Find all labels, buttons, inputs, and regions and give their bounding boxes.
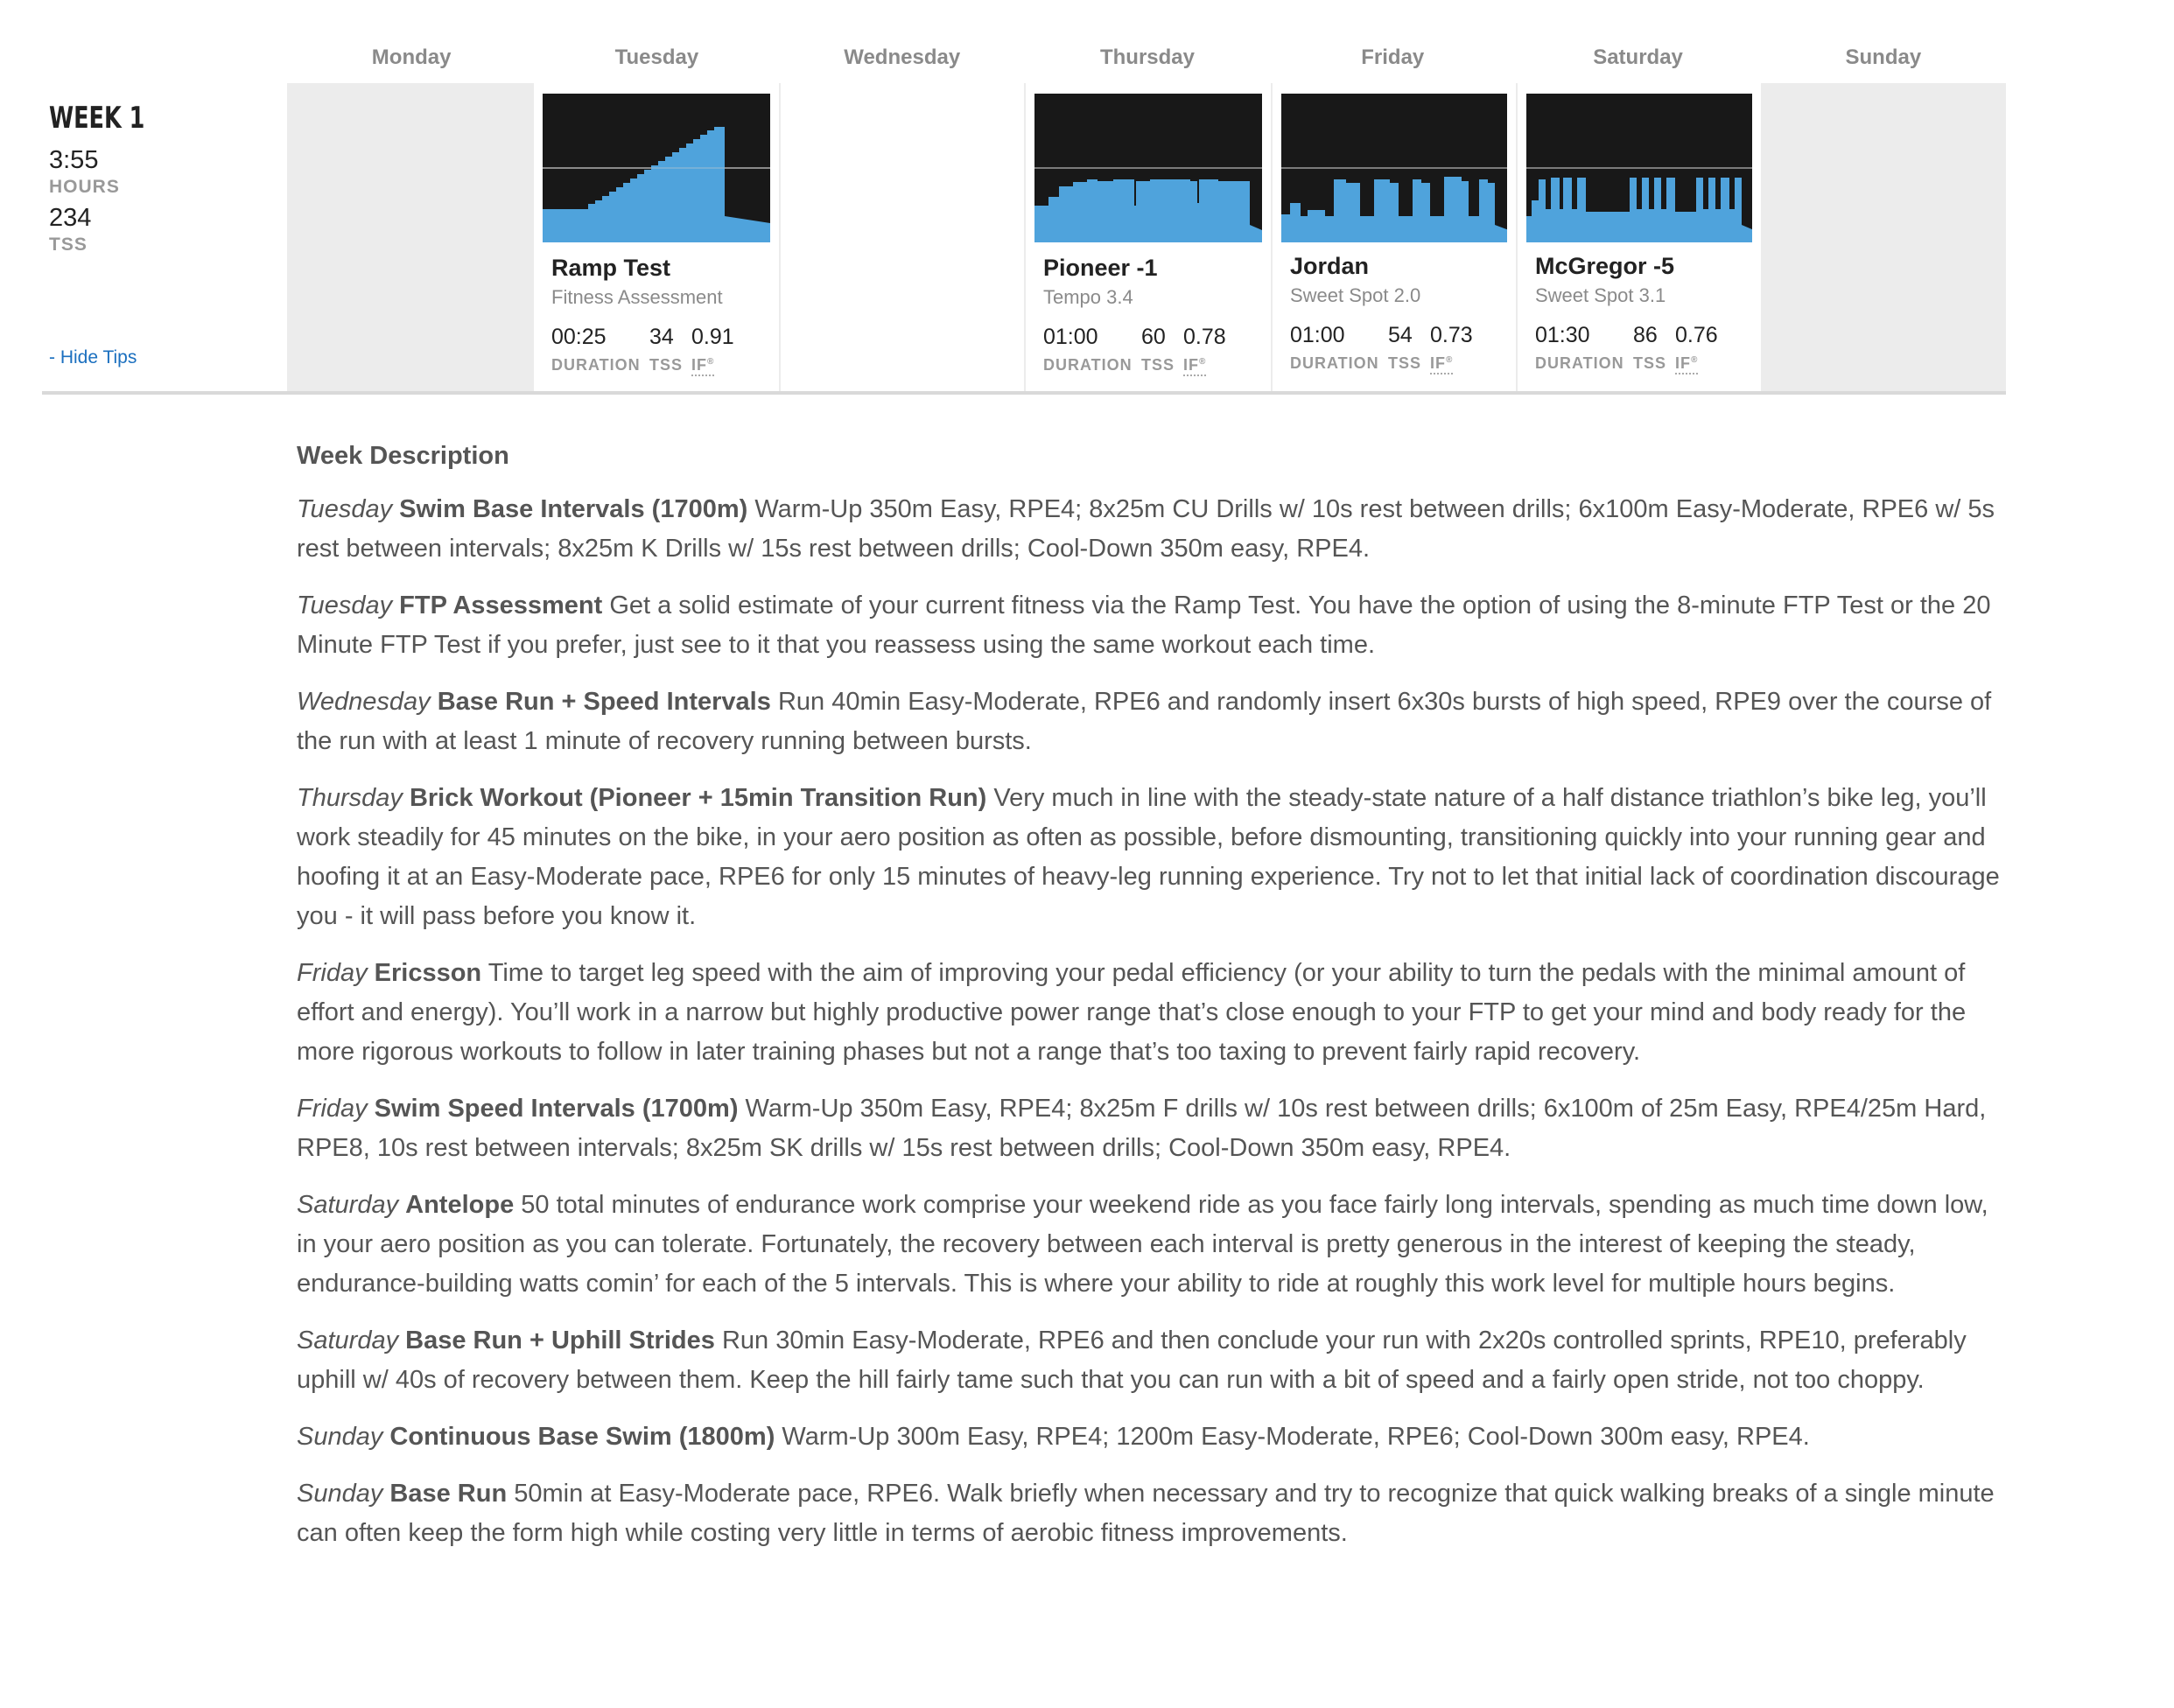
workout-card-mcgregor[interactable]	[1518, 83, 1761, 391]
entry-day: Friday	[297, 959, 368, 987]
if-label[interactable]: IF®	[1183, 356, 1206, 376]
if-value: 0.91	[691, 325, 734, 349]
entry-workout: Swim Speed Intervals (1700m)	[374, 1095, 739, 1123]
entry-text: Run 40min Easy-Moderate, RPE6 and randomly insert 6x30s bursts of high speed, RPE9 over the course of the run with at least 1 minute of recovery running between bursts.	[297, 688, 1992, 755]
workout-subtitle: Fitness Assessment	[551, 286, 723, 308]
tss-label: TSS	[649, 356, 684, 374]
description-entry	[297, 1321, 2003, 1400]
workout-profile-svg	[1034, 94, 1262, 242]
workout-profile-area	[1281, 177, 1507, 242]
workout-card-ramp-test[interactable]	[534, 83, 779, 391]
entry-day: Friday	[297, 1095, 368, 1123]
tss-value: 86	[1633, 323, 1658, 347]
day-cell-wednesday	[781, 83, 1024, 391]
day-label-wednesday: Wednesday	[844, 46, 961, 69]
workout-profile-svg	[1281, 94, 1507, 242]
workout-subtitle: Sweet Spot 3.1	[1535, 284, 1666, 306]
entry-workout: Base Run	[389, 1480, 508, 1508]
tss-value: 54	[1388, 323, 1413, 347]
description-entry	[297, 1474, 2003, 1553]
if-label-text: IF	[1675, 354, 1691, 372]
entry-text: Very much in line with the steady-state nature of a half distance triathlon’s bike leg, you’ll work steadily for 45 minutes on the bike, in your aero position as often as possible, before dismounting, transitioning quickly into your running gear and hoofing it at an Easy-Moderate pace, RPE6 for only 15 minutes of heavy-leg running experience. Try not to let that initial lack of coordination discourage you - it will pass before you know it.	[297, 784, 2000, 930]
description-entry	[297, 779, 2003, 936]
day-header	[289, 42, 2006, 74]
week-description-title: Week Description	[297, 442, 509, 470]
if-value: 0.78	[1183, 325, 1226, 349]
entry-workout: Ericsson	[374, 959, 482, 987]
week-summary	[42, 83, 287, 391]
week-hours-value: 3:55	[49, 146, 99, 174]
workout-profile-area	[543, 127, 770, 242]
workout-profile-area	[1526, 178, 1752, 242]
day-cell-monday	[289, 83, 532, 391]
entry-text: 50 total minutes of endurance work comprise your weekend ride as you face fairly long intervals, spending as much time down low, in your aero position as you can tolerate. Fortunately, the recovery between each interval is pretty generous in the interest of keeping the steady, endurance-building watts comin’ for each of the 5 intervals. This is where your ability to ride at roughly this work level for multiple hours begins.	[297, 1191, 1988, 1298]
duration-label: DURATION	[1535, 354, 1624, 372]
if-label-text: IF	[691, 356, 707, 374]
tss-value: 60	[1141, 325, 1166, 349]
if-value: 0.73	[1430, 323, 1473, 347]
description-entry	[297, 490, 2003, 569]
if-label[interactable]: IF®	[1430, 354, 1453, 374]
workout-profile-chart	[1034, 94, 1262, 242]
day-cell-sunday	[1763, 83, 2006, 391]
entry-day: Sunday	[297, 1480, 383, 1508]
workout-title: Jordan	[1290, 253, 1370, 279]
day-label-tuesday: Tuesday	[614, 46, 699, 69]
entry-text: Time to target leg speed with the aim of improving your pedal efficiency (or your ability to turn the pedals with the minimal amount of effort and energy). You’ll work in a narrow but highly productive power range that’s close enough to your FTP to get your mind and body ready for the more rigorous workouts to follow in later training phases but not a range that’s too taxing to prevent fairly rapid recovery.	[297, 959, 1967, 1066]
day-label-friday: Friday	[1361, 46, 1425, 69]
entry-text: 50min at Easy-Moderate pace, RPE6. Walk briefly when necessary and try to recognize that quick walking breaks of a single minute can often keep the form high while costing very little in terms of aerobic fitness improvements.	[297, 1480, 1995, 1547]
duration-value: 00:25	[551, 325, 607, 349]
week-title: WEEK 1	[49, 101, 145, 136]
entry-day: Tuesday	[297, 592, 393, 620]
week-row	[42, 83, 2006, 395]
entry-text: Warm-Up 350m Easy, RPE4; 8x25m CU Drills w/ 10s rest between drills; 6x100m Easy-Moderate, RPE6 w/ 5s rest between intervals; 8x25m K Drills w/ 15s rest between drills; Cool-Down 350m easy, RPE4.	[297, 495, 1995, 563]
workout-card-jordan[interactable]	[1273, 83, 1516, 391]
entry-workout: Base Run + Speed Intervals	[437, 688, 771, 716]
duration-value: 01:00	[1290, 323, 1345, 347]
workout-title: Ramp Test	[551, 255, 671, 281]
entry-workout: Swim Base Intervals (1700m)	[399, 495, 748, 523]
duration-value: 01:00	[1043, 325, 1098, 349]
description-entry	[297, 954, 2003, 1072]
day-label-thursday: Thursday	[1099, 46, 1195, 69]
workout-profile-svg	[543, 94, 770, 242]
if-label[interactable]: IF®	[691, 356, 714, 376]
entry-day: Sunday	[297, 1423, 383, 1451]
entry-day: Saturday	[297, 1326, 399, 1354]
description-entry	[297, 586, 2003, 665]
entry-day: Tuesday	[297, 495, 393, 523]
description-entry	[297, 682, 2003, 761]
workout-title: Pioneer -1	[1043, 255, 1158, 281]
entry-workout: Base Run + Uphill Strides	[405, 1326, 715, 1354]
workout-profile-chart	[1281, 94, 1507, 242]
if-label[interactable]: IF®	[1675, 354, 1698, 374]
description-entry	[297, 1186, 2003, 1304]
hide-tips-link[interactable]: - Hide Tips	[49, 347, 137, 368]
tss-value: 34	[649, 325, 674, 349]
entry-day: Thursday	[297, 784, 403, 812]
day-label-monday: Monday	[371, 46, 452, 69]
week-hours-label: HOURS	[49, 177, 120, 197]
if-value: 0.76	[1675, 323, 1718, 347]
description-entry	[297, 1089, 2003, 1168]
workout-profile-area	[1034, 179, 1262, 242]
entry-workout: Continuous Base Swim (1800m)	[389, 1423, 775, 1451]
if-label-text: IF	[1430, 354, 1446, 372]
day-label-saturday: Saturday	[1593, 46, 1683, 69]
workout-subtitle: Tempo 3.4	[1043, 286, 1133, 308]
workout-subtitle: Sweet Spot 2.0	[1290, 284, 1421, 306]
entry-text: Get a solid estimate of your current fitness via the Ramp Test. You have the option of using the 8-minute FTP Test or the 20 Minute FTP Test if you prefer, just see to it that you reassess using the same workout each time.	[297, 592, 1991, 659]
entry-workout: Brick Workout (Pioneer + 15min Transition Run)	[409, 784, 987, 812]
tss-label: TSS	[1141, 356, 1175, 374]
entry-workout: Antelope	[405, 1191, 515, 1219]
duration-label: DURATION	[551, 356, 641, 374]
workout-profile-chart	[543, 94, 770, 242]
duration-label: DURATION	[1290, 354, 1379, 372]
workout-card-pioneer[interactable]	[1026, 83, 1271, 391]
entry-text: Warm-Up 300m Easy, RPE4; 1200m Easy-Moderate, RPE6; Cool-Down 300m easy, RPE4.	[782, 1423, 1810, 1451]
week-tss-label: TSS	[49, 234, 88, 255]
workout-profile-svg	[1526, 94, 1752, 242]
workout-title: McGregor -5	[1535, 253, 1675, 279]
entry-workout: FTP Assessment	[399, 592, 603, 620]
day-label-sunday: Sunday	[1845, 46, 1922, 69]
duration-value: 01:30	[1535, 323, 1590, 347]
week-tss-value: 234	[49, 204, 92, 232]
week-description	[297, 442, 2003, 1571]
duration-label: DURATION	[1043, 356, 1133, 374]
if-label-text: IF	[1183, 356, 1199, 374]
description-entry	[297, 1418, 2003, 1457]
workout-profile-chart	[1526, 94, 1752, 242]
entry-text: Warm-Up 350m Easy, RPE4; 8x25m F drills w/ 10s rest between drills; 6x100m of 25m Easy, RPE4/25m Hard, RPE8, 10s rest between intervals; 8x25m SK drills w/ 15s rest between drills; Cool-Down 350m easy, RPE4.	[297, 1095, 1987, 1162]
tss-label: TSS	[1633, 354, 1667, 372]
entry-day: Wednesday	[297, 688, 431, 716]
tss-label: TSS	[1388, 354, 1422, 372]
entry-day: Saturday	[297, 1191, 399, 1219]
entry-text: Run 30min Easy-Moderate, RPE6 and then conclude your run with 2x20s controlled sprints, RPE10, preferably uphill w/ 40s of recovery between them. Keep the hill fairly tame such that you can run with a bit of speed and a fairly open stride, not too choppy.	[297, 1326, 1967, 1394]
